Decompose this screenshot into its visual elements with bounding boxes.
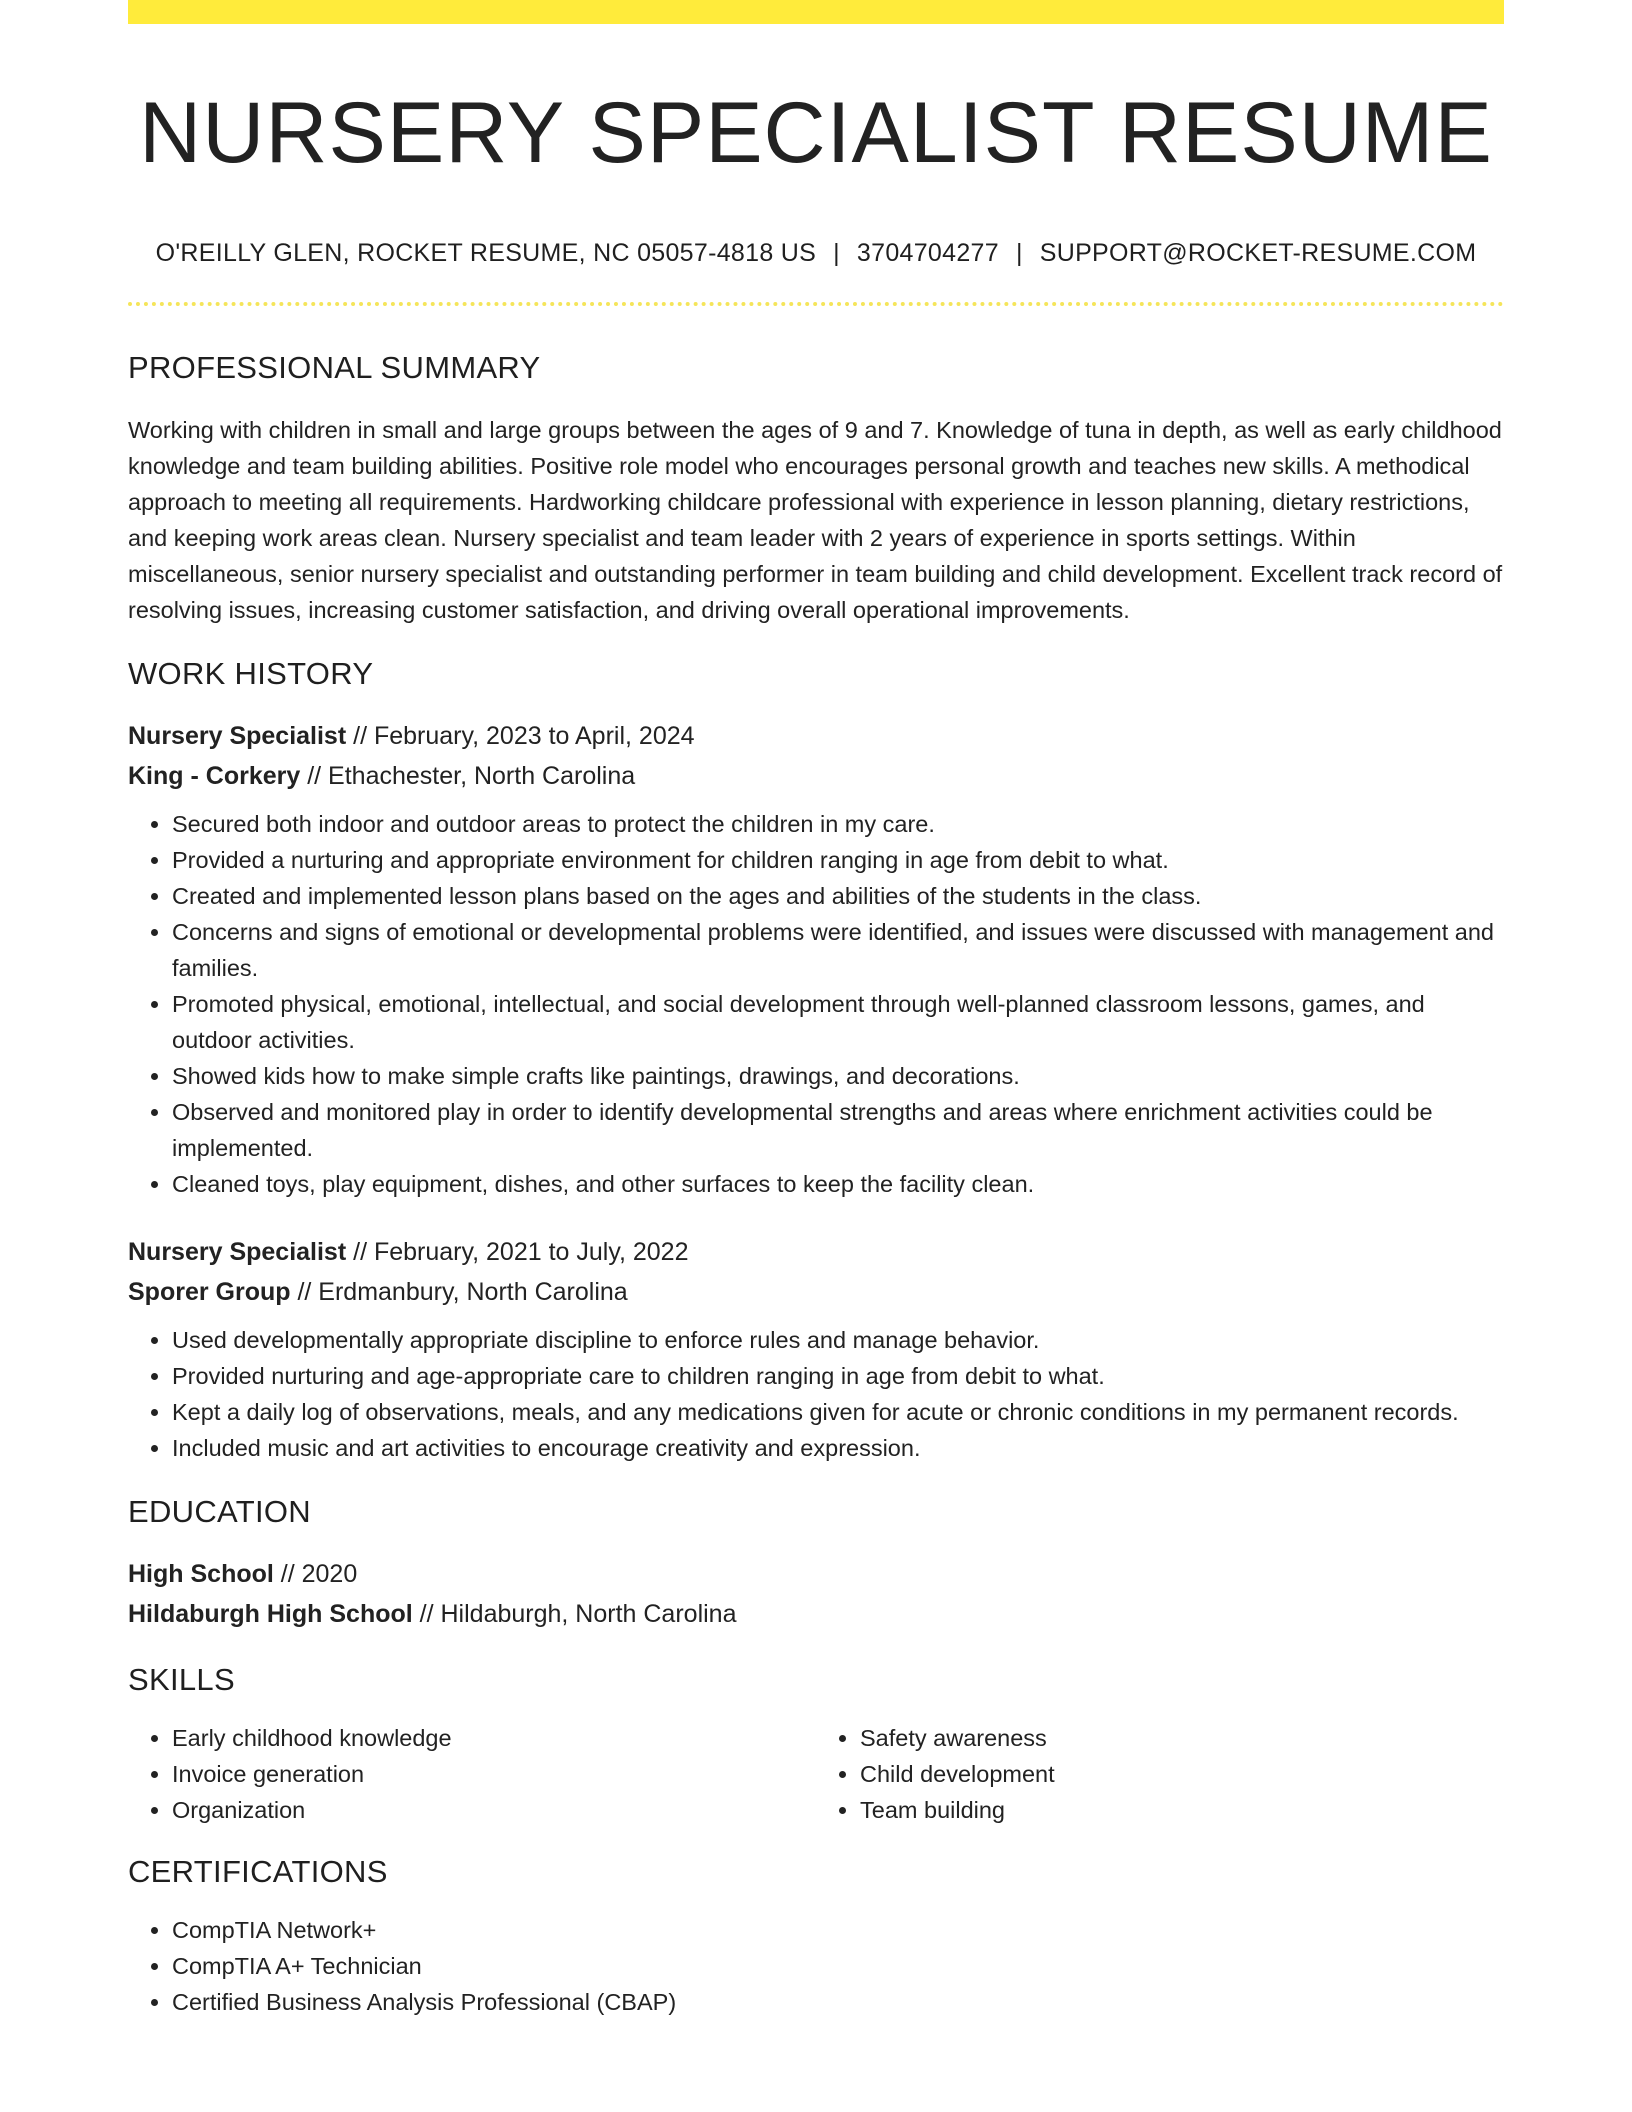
skills-list <box>128 1720 1504 1828</box>
dotted-divider <box>128 302 1504 306</box>
job-dates: // February, 2023 to April, 2024 <box>346 721 695 750</box>
skills-heading: SKILLS <box>128 1661 235 1697</box>
list-item: • Provided a nurturing and appropriate environment for children ranging in age from debit to what. <box>172 842 1504 878</box>
skills-column-right <box>816 1720 1504 1828</box>
job-company-line <box>128 1272 1504 1312</box>
list-item: • Certified Business Analysis Professional (CBAP) <box>172 1984 1504 2020</box>
list-item: • Secured both indoor and outdoor areas to protect the children in my care. <box>172 806 1504 842</box>
job-role-line <box>128 716 1504 756</box>
list-item: • Promoted physical, emotional, intellectual, and social development through well-planned classroom lessons, games, and outdoor activities. <box>172 986 1504 1058</box>
list-item: • Team building <box>860 1792 1504 1828</box>
contact-email: SUPPORT@ROCKET-RESUME.COM <box>1039 238 1477 267</box>
accent-bar <box>128 0 1504 24</box>
list-item: • Concerns and signs of emotional or developmental problems were identified, and issues were discussed with management and families. <box>172 914 1504 986</box>
contact-separator: | <box>833 238 840 267</box>
list-item: • Kept a daily log of observations, meals, and any medications given for acute or chronic conditions in my permanent records. <box>172 1394 1504 1430</box>
job-bullets <box>128 1322 1504 1466</box>
job-role-line <box>128 1232 1504 1272</box>
job-company: Sporer Group <box>128 1277 291 1306</box>
job-dates: // February, 2021 to July, 2022 <box>346 1237 689 1266</box>
job-location: // Ethachester, North Carolina <box>300 761 636 790</box>
job-bullets <box>128 806 1504 1202</box>
job-company-line <box>128 756 1504 796</box>
education-degree: High School <box>128 1559 274 1588</box>
contact-separator: | <box>1015 238 1023 267</box>
list-item: • Safety awareness <box>860 1720 1504 1756</box>
list-item: • CompTIA Network+ <box>172 1912 1504 1948</box>
contact-phone: 3704704277 <box>856 238 999 267</box>
list-item: • Invoice generation <box>172 1756 816 1792</box>
summary-heading: PROFESSIONAL SUMMARY <box>128 349 541 385</box>
education-heading: EDUCATION <box>128 1493 311 1529</box>
list-item: • Created and implemented lesson plans based on the ages and abilities of the students in the class. <box>172 878 1504 914</box>
skills-column-left <box>128 1720 816 1828</box>
education-location: // Hildaburgh, North Carolina <box>412 1599 737 1628</box>
list-item: • CompTIA A+ Technician <box>172 1948 1504 1984</box>
work-history-heading: WORK HISTORY <box>128 655 374 691</box>
job-role: Nursery Specialist <box>128 1237 347 1266</box>
contact-line <box>128 239 1504 268</box>
education-school-line <box>128 1594 1504 1634</box>
job-company: King - Corkery <box>128 761 301 790</box>
contact-address: O'REILLY GLEN, ROCKET RESUME, NC 05057-4818 US <box>155 238 817 267</box>
list-item: • Cleaned toys, play equipment, dishes, and other surfaces to keep the facility clean. <box>172 1166 1504 1202</box>
resume-title: NURSERY SPECIALIST RESUME <box>139 85 1493 181</box>
job-location: // Erdmanbury, North Carolina <box>290 1277 628 1306</box>
list-item: • Used developmentally appropriate discipline to enforce rules and manage behavior. <box>172 1322 1504 1358</box>
certifications-section <box>128 1912 1504 2020</box>
list-item: • Organization <box>172 1792 816 1828</box>
education-degree-line <box>128 1554 1504 1594</box>
list-item: • Observed and monitored play in order to identify developmental strengths and areas where enrichment activities could be implemented. <box>172 1094 1504 1166</box>
list-item: • Child development <box>860 1756 1504 1792</box>
education-school: Hildaburgh High School <box>128 1599 413 1628</box>
job-role: Nursery Specialist <box>128 721 347 750</box>
education-year: // 2020 <box>273 1559 358 1588</box>
job-entry <box>128 1232 1504 1466</box>
resume-page <box>128 0 1504 2020</box>
summary-text: Working with children in small and large groups between the ages of 9 and 7. Knowledge of tuna in depth, as well as early childhood knowledge and team building abilities. Positive role model who encourages personal growth and teaches new skills. A methodical approach to meeting all requirements. Hardworking childcare professional with experience in lesson planning, dietary restrictions, and keeping work areas clean. Nursery specialist and team leader with 2 years of experience in sports settings. Within miscellaneous, senior nursery specialist and outstanding performer in team building and child development. Excellent track record of resolving issues, increasing customer satisfaction, and driving overall operational improvements. <box>128 416 1503 623</box>
list-item: • Showed kids how to make simple crafts like paintings, drawings, and decorations. <box>172 1058 1504 1094</box>
education-entry <box>128 1554 1504 1634</box>
list-item: • Included music and art activities to encourage creativity and expression. <box>172 1430 1504 1466</box>
job-entry <box>128 716 1504 1202</box>
list-item: • Provided nurturing and age-appropriate care to children ranging in age from debit to what. <box>172 1358 1504 1394</box>
certifications-heading: CERTIFICATIONS <box>128 1853 388 1889</box>
certifications-list <box>128 1912 1504 2020</box>
list-item: • Early childhood knowledge <box>172 1720 816 1756</box>
